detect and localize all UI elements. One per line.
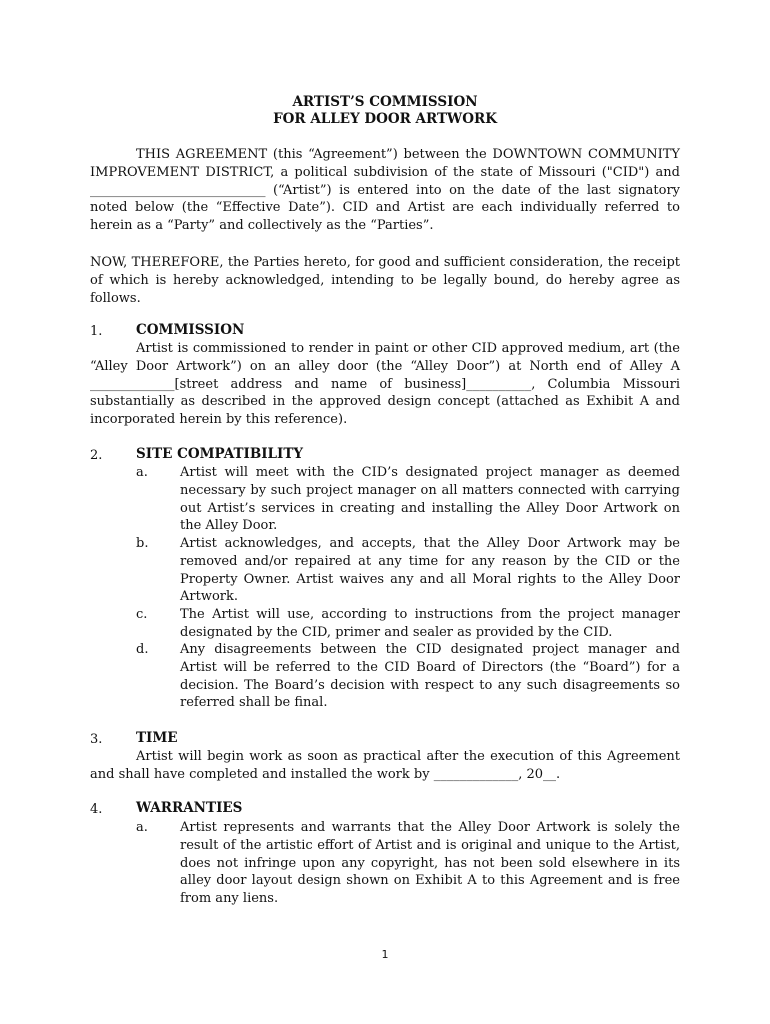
list-item-text: Artist acknowledges, and accepts, that the Alley Door Artwork may be removed and/or repaired at any time for any reason by the CID or the Property Owner. Artist waives any and all Moral rights to the Alley Door Artwork. bbox=[180, 536, 680, 605]
list-item-letter: c. bbox=[136, 607, 148, 622]
section-heading-site-compatibility: SITE COMPATIBILITY bbox=[136, 446, 304, 462]
list-item-text: Artist will meet with the CID’s designated project manager as deemed necessary by such project manager on all matters connected with carrying out Artist’s services in creating and installing the Alley Door Artwork on the Alley Door. bbox=[180, 465, 680, 534]
section-body-time: Artist will begin work as soon as practical after the execution of this Agreement and shall have completed and installed the work by _____________, 20__. bbox=[90, 749, 680, 782]
document-title-line-1: ARTIST’S COMMISSION bbox=[292, 94, 478, 110]
section-heading-commission: COMMISSION bbox=[136, 322, 245, 338]
list-item-letter: a. bbox=[136, 465, 148, 480]
section-number: 2. bbox=[90, 448, 103, 463]
list-item-text: Any disagreements between the CID designated project manager and Artist will be referred to the CID Board of Directors (the “Board”) for a decision. The Board’s decision with respect to any such disagreements so referred shall be final. bbox=[180, 642, 680, 711]
list-item-letter: a. bbox=[136, 820, 148, 835]
section-number: 3. bbox=[90, 732, 103, 747]
section-number: 1. bbox=[90, 324, 103, 339]
document-title-line-2: FOR ALLEY DOOR ARTWORK bbox=[273, 111, 497, 127]
section-heading-time: TIME bbox=[136, 730, 178, 746]
section-heading-warranties: WARRANTIES bbox=[136, 800, 243, 816]
intro-paragraph: THIS AGREEMENT (this “Agreement”) between the DOWNTOWN COMMUNITY IMPROVEMENT DISTRICT, a political subdivision of the state of Missouri ("CID") and ___________________________ (“Artist”) is entered into on the date of the last signatory noted below (the “Effective Date”). CID and Artist are each individually referred to herein as a “Party” and collectively as the “Parties”. bbox=[90, 147, 680, 234]
section-number: 4. bbox=[90, 802, 103, 817]
list-item-letter: b. bbox=[136, 536, 149, 551]
section-body-commission: Artist is commissioned to render in paint or other CID approved medium, art (the “Alley Door Artwork”) on an alley door (the “Alley Door”) at North end of Alley A _____________[street address and name of business]__________, Columbia Missouri substantially as described in the approved design concept (attached as Exhibit A and incorporated herein by this reference). bbox=[90, 341, 680, 428]
recitals-paragraph: NOW, THEREFORE, the Parties hereto, for good and sufficient consideration, the receipt of which is hereby acknowledged, intending to be legally bound, do hereby agree as follows. bbox=[90, 255, 680, 306]
list-item-letter: d. bbox=[136, 642, 149, 657]
page-number: 1 bbox=[381, 948, 389, 961]
list-item-text: Artist represents and warrants that the Alley Door Artwork is solely the result of the artistic effort of Artist and is original and unique to the Artist, does not infringe upon any copyright, has not been sold elsewhere in its alley door layout design shown on Exhibit A to this Agreement and is free from any liens. bbox=[180, 820, 680, 907]
list-item-text: The Artist will use, according to instructions from the project manager designated by the CID, primer and sealer as provided by the CID. bbox=[180, 607, 680, 640]
